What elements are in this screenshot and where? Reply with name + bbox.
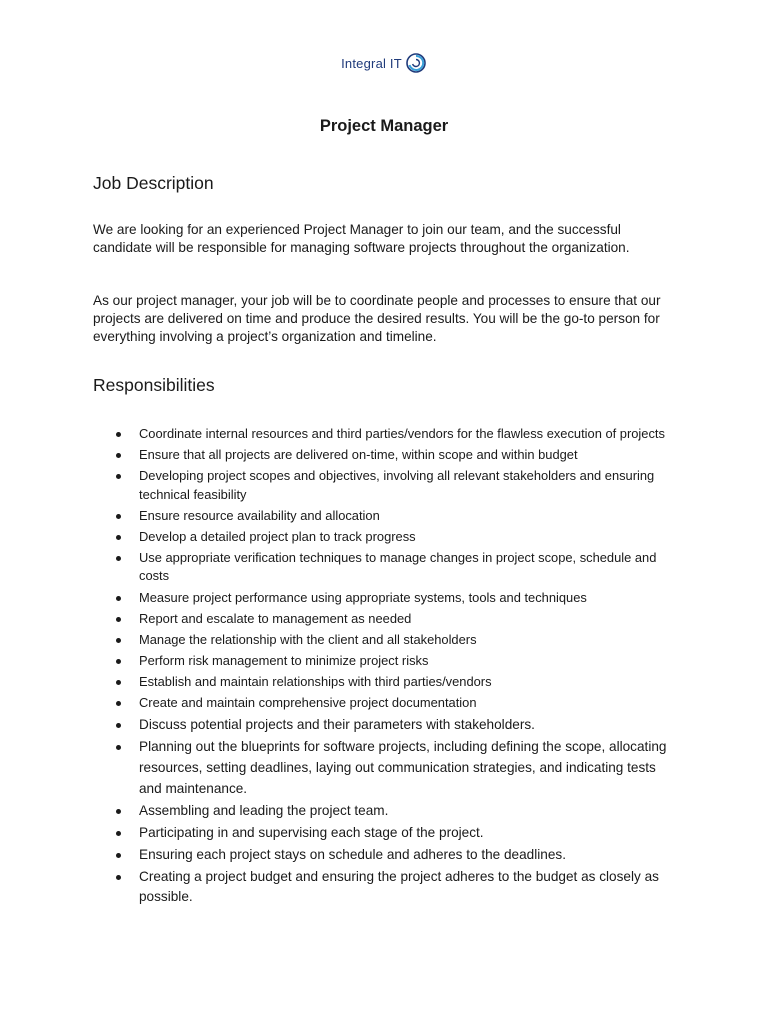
bullet-icon bbox=[116, 809, 121, 814]
list-item bbox=[116, 425, 676, 444]
bullet-icon bbox=[116, 638, 121, 643]
company-logo bbox=[0, 52, 768, 74]
list-item-text: Discuss potential projects and their parameters with stakeholders. bbox=[139, 717, 535, 733]
bullet-icon bbox=[116, 659, 121, 664]
list-item-text: Ensure resource availability and allocation bbox=[139, 507, 380, 523]
list-item bbox=[116, 694, 676, 713]
list-item bbox=[116, 652, 676, 671]
logo-text: Integral IT bbox=[341, 55, 402, 71]
list-item-text: Measure project performance using appropriate systems, tools and techniques bbox=[139, 589, 587, 605]
list-item bbox=[116, 845, 676, 866]
job-description-heading: Job Description bbox=[93, 173, 214, 193]
list-item-text: Assembling and leading the project team. bbox=[139, 802, 389, 818]
list-item bbox=[116, 528, 676, 547]
bullet-icon bbox=[116, 875, 121, 880]
job-description-paragraph-1: We are looking for an experienced Project Manager to join our team, and the successful candidate will be responsible for managing software projects throughout the organization. bbox=[93, 222, 630, 255]
bullet-icon bbox=[116, 535, 121, 540]
list-item bbox=[116, 867, 676, 909]
job-description-paragraph-2: As our project manager, your job will be to coordinate people and processes to ensure that our projects are delivered on time and produce the desired results. You will be the go-to person for everything involving a project’s organization and timeline. bbox=[93, 293, 661, 344]
list-item bbox=[116, 631, 676, 650]
bullet-icon bbox=[116, 853, 121, 858]
list-item bbox=[116, 507, 676, 526]
bullet-icon bbox=[116, 596, 121, 601]
list-item-text: Ensuring each project stays on schedule and adheres to the deadlines. bbox=[139, 846, 566, 862]
list-item-text: Coordinate internal resources and third parties/vendors for the flawless execution of projects bbox=[139, 426, 665, 441]
list-item-text: Developing project scopes and objectives, involving all relevant stakeholders and ensuring technical feasibility bbox=[139, 468, 655, 502]
list-item-text: Use appropriate verification techniques to manage changes in project scope, schedule and costs bbox=[139, 549, 657, 584]
list-item-text: Develop a detailed project plan to track progress bbox=[139, 528, 416, 544]
list-item-text: Participating in and supervising each stage of the project. bbox=[139, 824, 484, 840]
list-item bbox=[116, 801, 676, 822]
bullet-icon bbox=[116, 680, 121, 685]
list-item-text: Planning out the blueprints for software projects, including defining the scope, allocating resources, setting deadlines, laying out communication strategies, and indicating tests and maintenance. bbox=[139, 739, 667, 796]
bullet-icon bbox=[116, 556, 121, 561]
list-item bbox=[116, 737, 676, 799]
list-item bbox=[116, 610, 676, 629]
list-item bbox=[116, 589, 676, 608]
list-item bbox=[116, 549, 676, 586]
list-item bbox=[116, 446, 676, 465]
bullet-icon bbox=[116, 432, 121, 437]
list-item bbox=[116, 673, 676, 692]
bullet-icon bbox=[116, 453, 121, 458]
list-item-text: Report and escalate to management as needed bbox=[139, 610, 412, 626]
bullet-icon bbox=[116, 701, 121, 706]
list-item-text: Establish and maintain relationships with third parties/vendors bbox=[139, 673, 492, 689]
list-item bbox=[116, 823, 676, 844]
list-item bbox=[116, 715, 676, 736]
bullet-icon bbox=[116, 745, 121, 750]
list-item-text: Perform risk management to minimize project risks bbox=[139, 652, 429, 668]
page-title: Project Manager bbox=[319, 117, 449, 135]
list-item-text: Creating a project budget and ensuring the project adheres to the budget as closely as possible. bbox=[139, 868, 659, 905]
list-item-text: Manage the relationship with the client and all stakeholders bbox=[139, 631, 477, 647]
integral-swirl-icon bbox=[405, 52, 427, 74]
responsibilities-list bbox=[116, 425, 676, 909]
list-item-text: Create and maintain comprehensive project documentation bbox=[139, 695, 477, 711]
bullet-icon bbox=[116, 617, 121, 622]
responsibilities-heading: Responsibilities bbox=[93, 375, 215, 395]
bullet-icon bbox=[116, 723, 121, 728]
bullet-icon bbox=[116, 831, 121, 836]
bullet-icon bbox=[116, 514, 121, 519]
list-item-text: Ensure that all projects are delivered on-time, within scope and within budget bbox=[139, 447, 578, 463]
list-item bbox=[116, 467, 676, 504]
bullet-icon bbox=[116, 474, 121, 479]
